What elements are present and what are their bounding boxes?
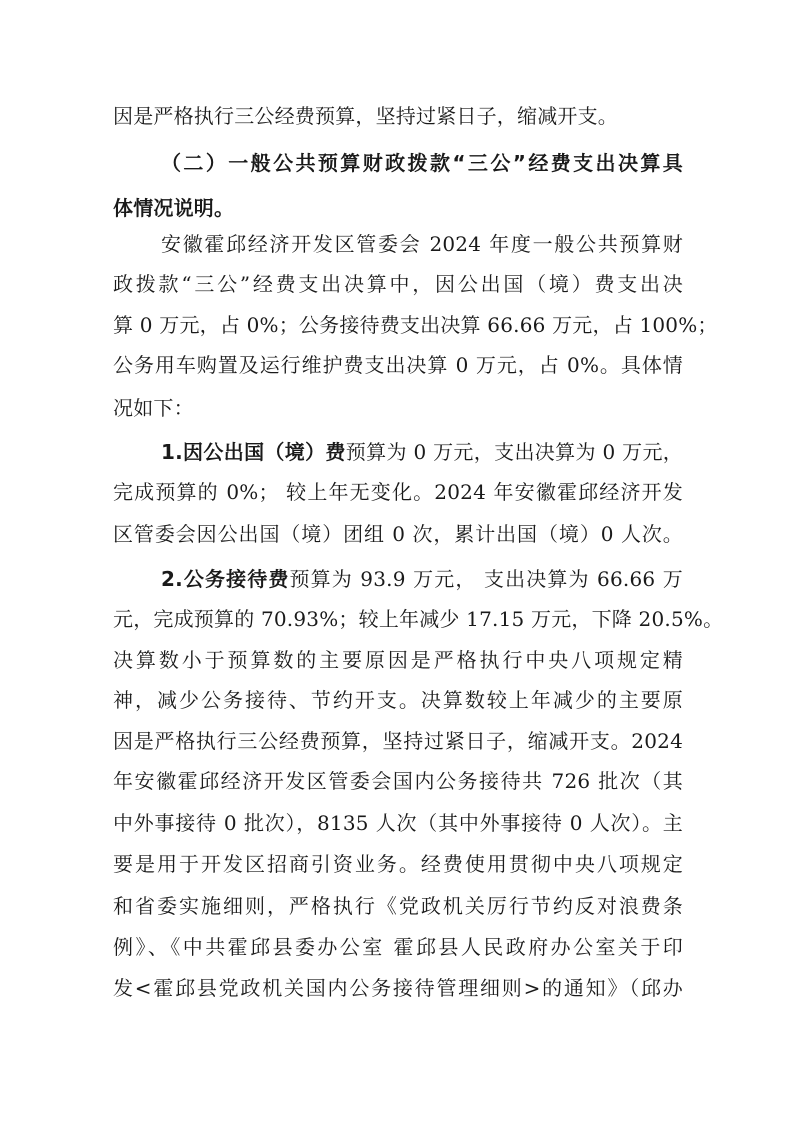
paragraph-line: 区管委会因公出国（境）团组 0 次，累计出国（境）0 人次。 [113,522,683,546]
section-heading-line: （二）一般公共预算财政拨款“三公”经费支出决算具 [161,151,683,175]
item-label: 2.公务接待费 [161,567,290,591]
item-label: 1.因公出国（境）费 [161,440,346,464]
paragraph-line: 和省委实施细则，严格执行《党政机关厉行节约反对浪费条 [113,894,683,918]
paragraph-line: 安徽霍邱经济开发区管委会 2024 年度一般公共预算财 [161,232,683,256]
paragraph-line: 政拨款“三公”经费支出决算中，因公出国（境）费支出决 [113,272,683,296]
item-text: 预算为 0 万元，支出决算为 0 万元， [345,440,683,464]
paragraph-line: 因是严格执行三公经费预算，坚持过紧日子，缩减开支。2024 [113,729,683,753]
paragraph-line: 发<霍邱县党政机关国内公务接待管理细则>的通知》（邱办 [113,976,683,1000]
paragraph-line: 神，减少公务接待、节约开支。决算数较上年减少的主要原 [113,688,683,712]
paragraph-line: 例》、《中共霍邱县委办公室 霍邱县人民政府办公室关于印 [113,935,683,959]
paragraph-line: 决算数小于预算数的主要原因是严格执行中央八项规定精 [113,648,683,672]
paragraph-line: 要是用于开发区招商引资业务。经费使用贯彻中央八项规定 [113,852,683,876]
paragraph-line: 元，完成预算的 70.93%；较上年减少 17.15 万元，下降 20.5%。 [113,607,724,631]
paragraph-line: 年安徽霍邱经济开发区管委会国内公务接待共 726 批次（其 [113,769,683,793]
paragraph-line: 况如下： [113,396,194,420]
paragraph-line: 中外事接待 0 批次），8135 人次（其中外事接待 0 人次）。主 [113,811,683,835]
item-first-line [161,564,683,594]
section-heading-line: 体情况说明。 [113,196,235,220]
paragraph-line: 公务用车购置及运行维护费支出决算 0 万元，占 0%。具体情 [113,353,683,377]
item-text: 预算为 93.9 万元， 支出决算为 66.66 万 [289,567,683,591]
paragraph-line: 完成预算的 0%； 较上年无变化。2024 年安徽霍邱经济开发 [113,480,683,504]
item-first-line [161,437,683,467]
paragraph-line: 因是严格执行三公经费预算，坚持过紧日子，缩减开支。 [113,104,618,128]
paragraph-line: 算 0 万元，占 0%；公务接待费支出决算 66.66 万元，占 100%； [113,313,718,337]
